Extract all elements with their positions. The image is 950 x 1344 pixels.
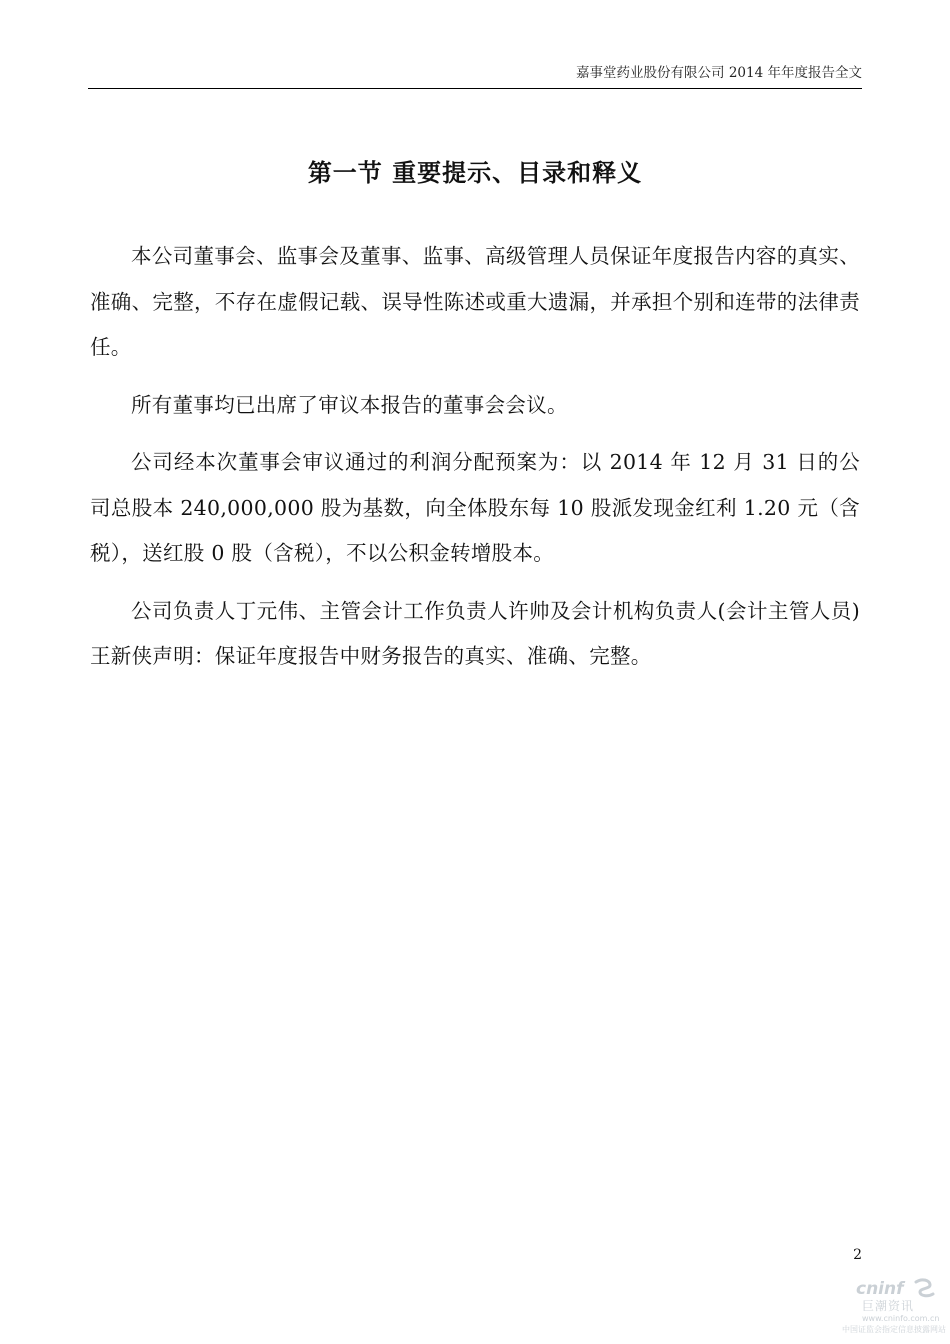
paragraph-board-attendance: 所有董事均已出席了审议本报告的董事会会议。 — [131, 392, 568, 417]
cninfo-watermark — [842, 1276, 946, 1338]
page-header: 嘉事堂药业股份有限公司 2014 年年度报告全文 — [576, 65, 862, 81]
page-number: 2 — [853, 1247, 862, 1263]
cninfo-logo-icon — [856, 1276, 936, 1300]
body-text — [90, 234, 860, 692]
header-divider — [88, 88, 862, 89]
watermark-footer: 中国证监会指定信息披露网站 — [842, 1325, 946, 1334]
paragraph-financial-declaration: 公司负责人丁元伟、主管会计工作负责人许帅及会计机构负责人(会计主管人员)王新侠声明：保证年度报告中财务报告的真实、准确、完整。 — [90, 598, 860, 668]
watermark-brand: 巨潮资讯 — [862, 1299, 915, 1313]
watermark-url: www.cninfo.com.cn — [862, 1314, 940, 1323]
paragraph-responsibility-statement: 本公司董事会、监事会及董事、监事、高级管理人员保证年度报告内容的真实、准确、完整，不存在虚假记载、误导性陈述或重大遗漏，并承担个别和连带的法律责任。 — [90, 244, 860, 359]
svg-text:cninf: cninf — [856, 1279, 904, 1299]
paragraph-profit-distribution: 公司经本次董事会审议通过的利润分配预案为：以 2014 年 12 月 31 日的公司总股本 240,000,000 股为基数，向全体股东每 10 股派发现金红利 1.20 元（含税），送红股 0 股（含税），不以公积金转增股本。 — [90, 450, 860, 565]
section-title: 第一节 重要提示、目录和释义 — [307, 158, 643, 187]
